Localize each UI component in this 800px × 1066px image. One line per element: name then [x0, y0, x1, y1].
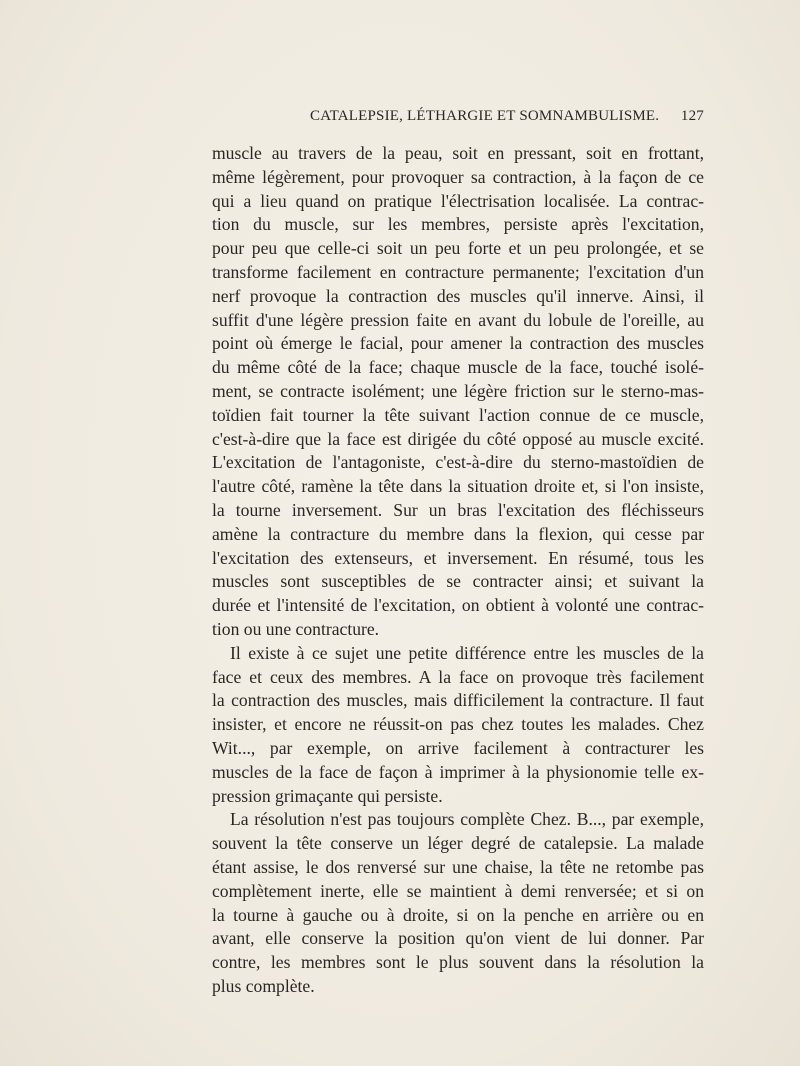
paragraph [212, 142, 704, 642]
page-number: 127 [680, 108, 704, 124]
text-line: amène la contracture du membre dans la flexion, qui cesse par [212, 523, 704, 544]
text-line: l'autre côté, ramène la tête dans la situation droite et, si l'on insiste, [212, 476, 704, 497]
running-title: CATALEPSIE, LÉTHARGIE ET SOMNAMBULISME. [310, 108, 660, 124]
text-line: tion du muscle, sur les membres, persiste après l'excitation, [212, 214, 704, 235]
text-line: ment, se contracte isolément; une légère friction sur le sterno-mas- [212, 380, 704, 401]
text-line: étant assise, le dos renversé sur une chaise, la tête ne retombe pas [212, 856, 704, 877]
text-line: tion ou une contracture. [212, 618, 380, 639]
text-line: pour peu que celle-ci soit un peu forte et un peu prolongée, et se [212, 238, 704, 259]
text-line: L'excitation de l'antagoniste, c'est-à-dire du sterno-mastoïdien de [212, 452, 704, 473]
text-line: la tourne à gauche ou à droite, si on la penche en arrière ou en [212, 904, 704, 925]
text-line: souvent la tête conserve un léger degré de catalepsie. La malade [212, 833, 704, 854]
text-line: complètement inerte, elle se maintient à demi renversée; et si on [212, 880, 704, 901]
text-line: Il existe à ce sujet une petite différence entre les muscles de la [230, 642, 704, 663]
text-line: même légèrement, pour provoquer sa contraction, à la façon de ce [212, 166, 704, 187]
text-line: durée et l'intensité de l'excitation, on obtient à volonté une contrac- [212, 595, 704, 616]
text-line: la tourne inversement. Sur un bras l'excitation des fléchisseurs [212, 499, 704, 520]
text-line: toïdien fait tourner la tête suivant l'action connue de ce muscle, [212, 404, 704, 425]
text-line: face et ceux des membres. A la face on provoque très facilement [212, 666, 704, 687]
text-line: suffit d'une légère pression faite en avant du lobule de l'oreille, au [212, 309, 704, 330]
paragraph [212, 642, 704, 809]
text-line: nerf provoque la contraction des muscles qu'il innerve. Ainsi, il [212, 285, 704, 306]
text-line: muscles sont susceptibles de se contracter ainsi; et suivant la [212, 571, 704, 592]
text-line: muscles de la face de façon à imprimer à la physionomie telle ex- [212, 761, 704, 782]
text-line: du même côté de la face; chaque muscle de la face, touché isolé- [212, 357, 704, 378]
text-line: transforme facilement en contracture permanente; l'excitation d'un [212, 261, 704, 282]
paragraph [212, 808, 704, 998]
text-line: l'excitation des extenseurs, et inversement. En résumé, tous les [212, 547, 704, 568]
text-line: qui a lieu quand on pratique l'électrisation localisée. La contrac- [212, 190, 704, 211]
running-header [212, 108, 704, 132]
text-line: Wit..., par exemple, on arrive facilement à contracturer les [212, 737, 704, 758]
text-line: c'est-à-dire que la face est dirigée du côté opposé au muscle excité. [212, 428, 704, 449]
text-line: muscle au travers de la peau, soit en pressant, soit en frottant, [212, 143, 704, 163]
body-text [212, 142, 704, 999]
text-line: la contraction des muscles, mais difficilement la contracture. Il faut [212, 690, 704, 711]
text-line: avant, elle conserve la position qu'on vient de lui donner. Par [212, 928, 704, 949]
text-line: La résolution n'est pas toujours complète Chez. B..., par exemple, [230, 809, 704, 830]
text-line: point où émerge le facial, pour amener la contraction des muscles [212, 333, 704, 354]
text-line: insister, et encore ne réussit-on pas chez toutes les malades. Chez [212, 714, 704, 735]
text-line: pression grimaçante qui persiste. [212, 785, 443, 806]
text-line: contre, les membres sont le plus souvent dans la résolution la [212, 952, 704, 973]
text-line: plus complète. [212, 975, 315, 996]
